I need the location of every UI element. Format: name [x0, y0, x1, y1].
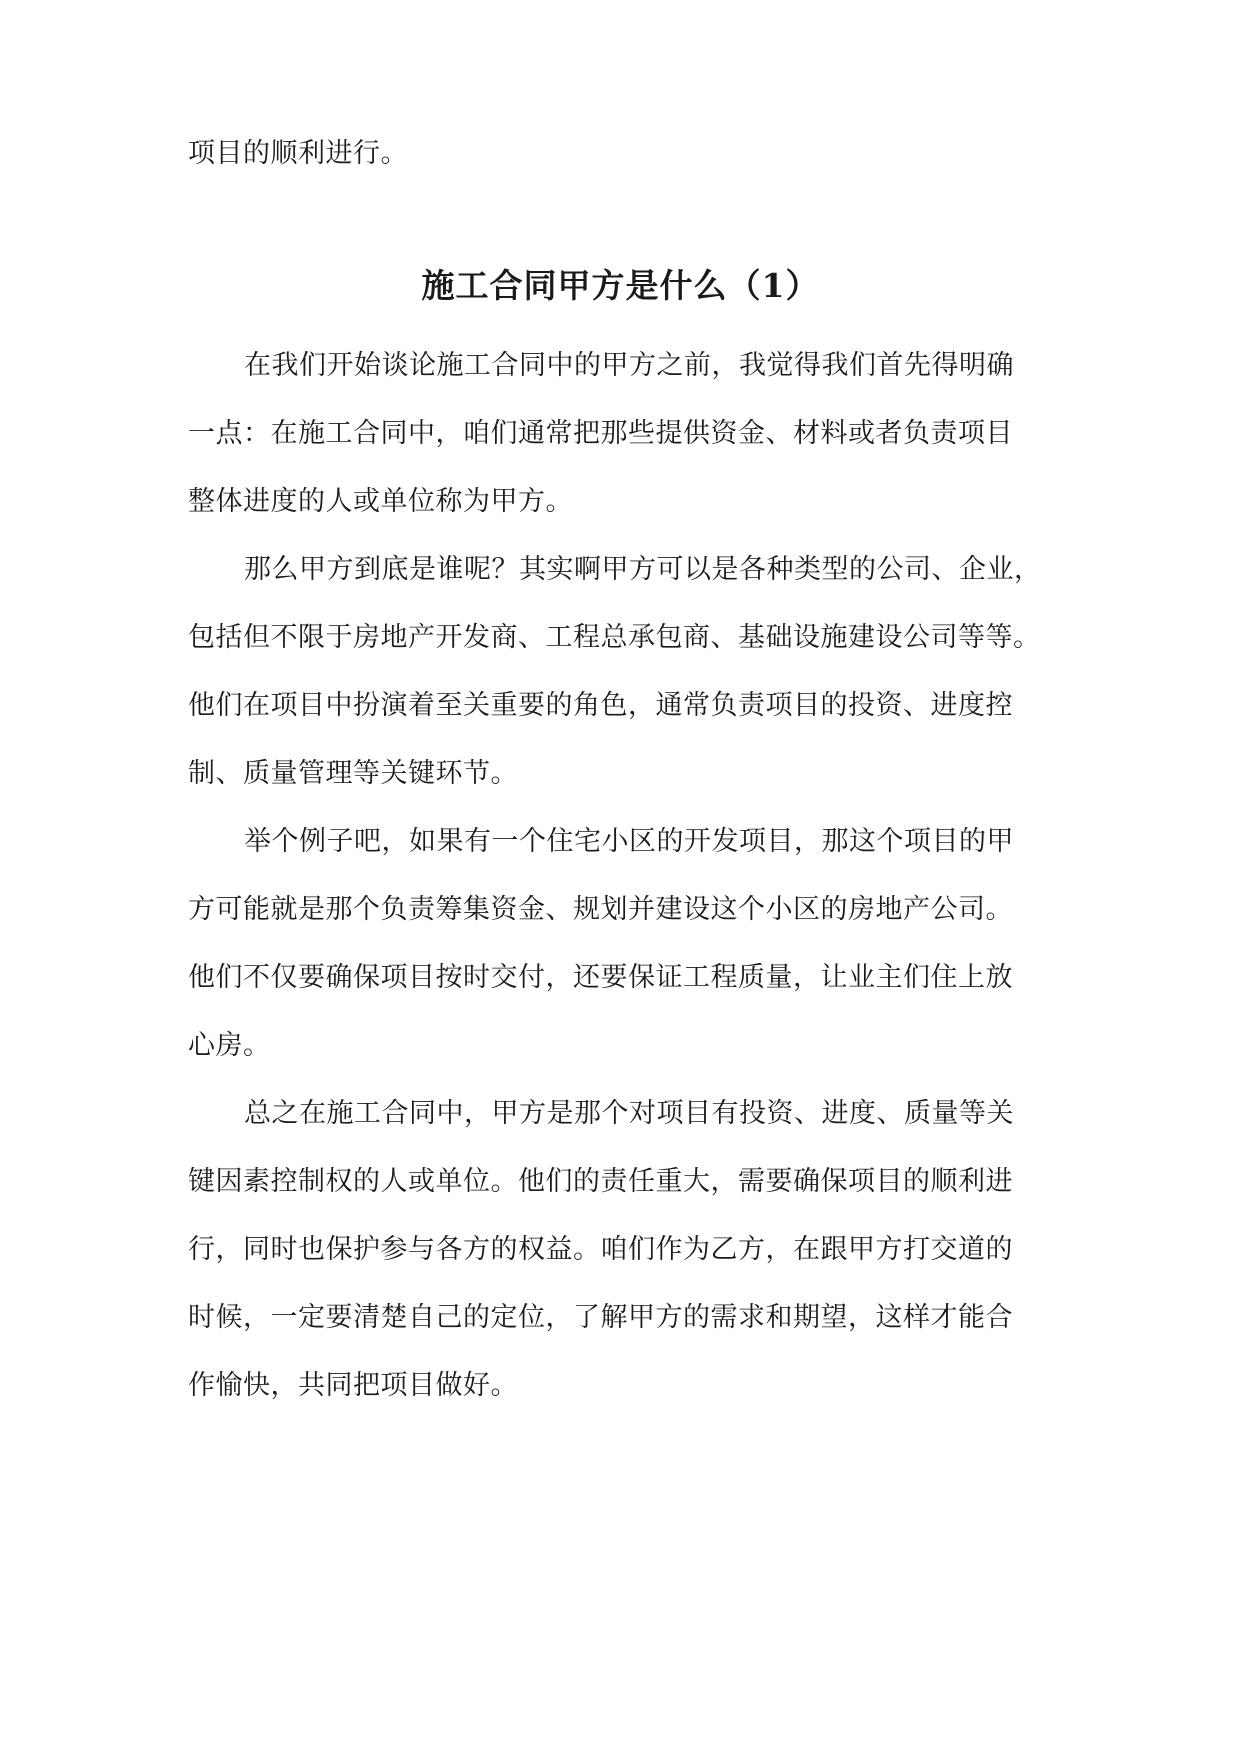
carryover-line: 项目的顺利进行。	[188, 138, 408, 169]
paragraph-line: 包括但不限于房地产开发商、工程总承包商、基础设施建设公司等等。	[188, 622, 1041, 653]
paragraph-line: 整体进度的人或单位称为甲方。	[188, 486, 573, 517]
paragraph-line: 他们在项目中扮演着至关重要的角色，通常负责项目的投资、进度控	[188, 690, 1013, 721]
paragraph-line: 行，同时也保护参与各方的权益。咱们作为乙方，在跟甲方打交道的	[188, 1234, 1013, 1265]
paragraph-line: 一点：在施工合同中，咱们通常把那些提供资金、材料或者负责项目	[188, 418, 1013, 449]
page-title: 施工合同甲方是什么（1）	[421, 266, 820, 305]
paragraph-line: 键因素控制权的人或单位。他们的责任重大，需要确保项目的顺利进	[188, 1166, 1013, 1197]
paragraph-line: 心房。	[188, 1030, 271, 1061]
paragraph-line: 总之在施工合同中，甲方是那个对项目有投资、进度、质量等关	[244, 1098, 1014, 1129]
paragraph-line: 时候，一定要清楚自己的定位，了解甲方的需求和期望，这样才能合	[188, 1302, 1013, 1333]
paragraph-line: 他们不仅要确保项目按时交付，还要保证工程质量，让业主们住上放	[188, 962, 1013, 993]
paragraph-line: 方可能就是那个负责筹集资金、规划并建设这个小区的房地产公司。	[188, 894, 1013, 925]
paragraph-line: 制、质量管理等关键环节。	[188, 758, 518, 789]
paragraph-line: 举个例子吧，如果有一个住宅小区的开发项目，那这个项目的甲	[244, 826, 1014, 857]
paragraph-line: 在我们开始谈论施工合同中的甲方之前，我觉得我们首先得明确	[244, 350, 1014, 381]
paragraph-line: 作愉快，共同把项目做好。	[188, 1370, 518, 1401]
paragraph-line: 那么甲方到底是谁呢？其实啊甲方可以是各种类型的公司、企业，	[244, 554, 1042, 585]
